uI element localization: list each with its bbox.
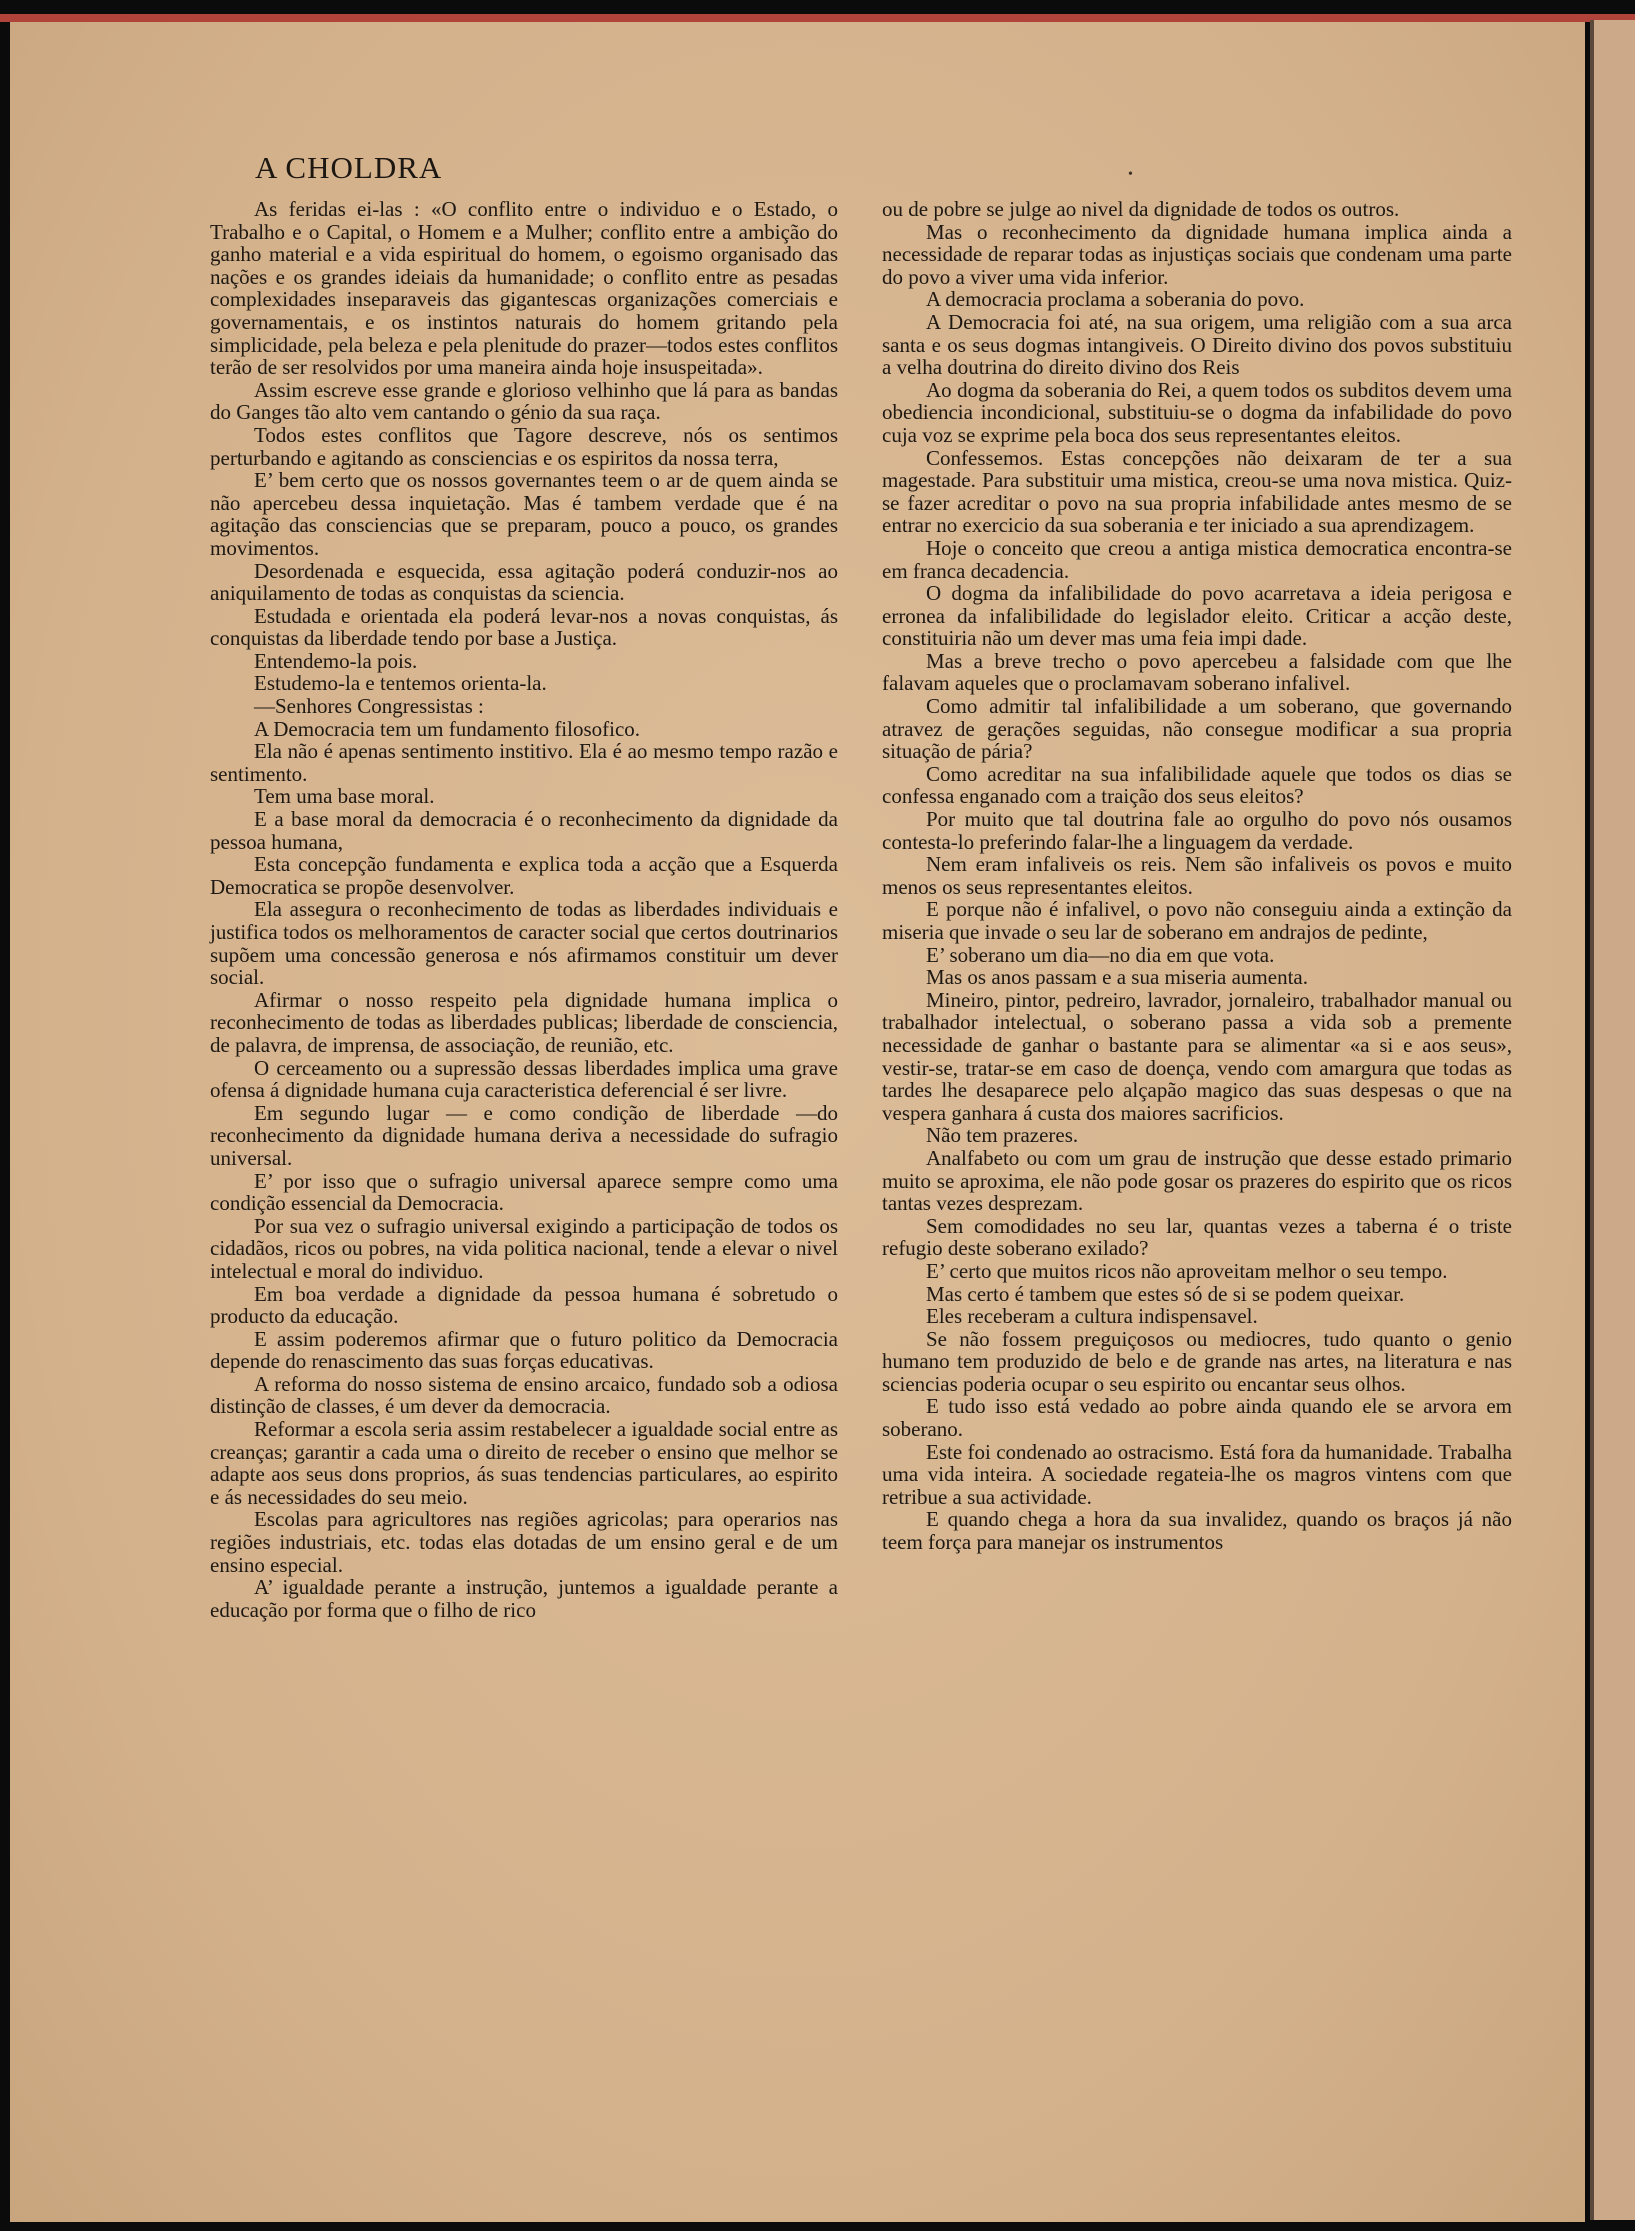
- paragraph: Mas o reconhecimento da dignidade humana implica ainda a necessidade de reparar todas as injustiças sociais que condenam uma parte do povo a viver uma vida inferior.: [882, 219, 1512, 289]
- paragraph: Estudemo-la e tentemos orienta-la.: [254, 671, 547, 696]
- paragraph: Em boa verdade a dignidade da pessoa humana é sobretudo o producto da educação.: [210, 1281, 838, 1329]
- paragraph: Mas certo é tambem que estes só de si se podem queixar.: [926, 1281, 1405, 1306]
- paragraph: O dogma da infalibilidade do povo acarretava a ideia perigosa e erronea da infalibilidade do legislador eleito. Criticar a acção deste, constituiria não um dever mas uma feia impi dade.: [882, 581, 1512, 651]
- paragraph: Ela assegura o reconhecimento de todas as liberdades individuais e justifica todos os melhoramentos de caracter social que certos doutrinarios supõem uma concessão generosa e nós afirmamos constituir um dever social.: [210, 897, 838, 990]
- paragraph: Analfabeto ou com um grau de instrução que desse estado primario muito se aproxima, ele não pode gosar os prazeres do espirito que os ricos tantas vezes desprezam.: [882, 1145, 1512, 1216]
- next-page-edge: [1590, 20, 1635, 2220]
- paragraph: Mineiro, pintor, pedreiro, lavrador, jornaleiro, trabalhador manual ou trabalhador intelectual, o soberano passa a vida sob a premente necessidade de ganhar o bastante para se alimentar «a si e aos seus», vestir-se, tratar-se em caso de doença, vendo com amargura que todas as tardes lhe desaparece pelo alçapão magico das suas despesas o que na vespera ganhara á custa dos maiores sacrificios.: [882, 987, 1512, 1125]
- left-column: [210, 198, 838, 1621]
- paragraph: As feridas ei-las : «O conflito entre o individuo e o Estado, o Trabalho e o Capital, o Homem e a Mulher; conflito entre a ambição do ganho material e a vida espiritual do homem, o egoismo organisado das nações e os grandes ideiais da humanidade; o conflito entre as pesadas complexidades inseparaveis das gigantescas organizações comerciais e governamentais, e os instintos naturais do homem gritando pela simplicidade, pela beleza e pela plenitude do prazer—todos estes conflitos terão de ser resolvidos por uma maneira ainda hoje insuspeitada».: [210, 197, 838, 380]
- paragraph: Confessemos. Estas concepções não deixaram de ter a sua magestade. Para substituir uma mistica, creou-se uma nova mistica. Quiz-se fazer acreditar o povo na sua propria infabilidade antes mesmo de se entrar no exercicio da sua soberania e ter iniciado a sua aprendizagem.: [882, 445, 1512, 538]
- paragraph: A Democracia foi até, na sua origem, uma religião com a sua arca santa e os seus dogmas intangiveis. O Direito divino dos povos substituiu a velha doutrina do direito divino dos Reis: [882, 309, 1512, 380]
- paragraph: Ao dogma da soberania do Rei, a quem todos os subditos devem uma obediencia incondicional, substituiu-se o dogma da infabilidade do povo cuja voz se exprime pela boca dos seus representantes eleitos.: [882, 377, 1512, 447]
- paragraph: Esta concepção fundamenta e explica toda a acção que a Esquerda Democratica se propõe desenvolver.: [210, 852, 838, 899]
- paragraph: A reforma do nosso sistema de ensino arcaico, fundado sob a odiosa distinção de classes, é um dever da democracia.: [210, 1371, 838, 1419]
- paragraph: Por muito que tal doutrina fale ao orgulho do povo nós ousamos contesta-lo preferindo falar-lhe a linguagem da verdade.: [882, 807, 1512, 854]
- paragraph: Reformar a escola seria assim restabelecer a igualdade social entre as creanças; garantir a cada uma o direito de receber o ensino que melhor se adapte aos seus dons proprios, ás suas tendencias particulares, ao espirito e ás necessidades do seu meio.: [210, 1417, 838, 1509]
- paragraph: Sem comodidades no seu lar, quantas vezes a taberna é o triste refugio deste soberano exilado?: [882, 1213, 1512, 1261]
- paragraph: Afirmar o nosso respeito pela dignidade humana implica o reconhecimento de todas as liberdades publicas; liberdade de consciencia, de palavra, de imprensa, de associação, de reunião, etc.: [210, 987, 838, 1057]
- paragraph: Todos estes conflitos que Tagore descreve, nós os sentimos perturbando e agitando as consciencias e os espiritos da nossa terra,: [210, 422, 838, 470]
- paragraph: Em segundo lugar — e como condição de liberdade —do reconhecimento da dignidade humana deriva a necessidade do sufragio universal.: [210, 1100, 838, 1170]
- paragraph: Como acreditar na sua infalibilidade aquele que todos os dias se confessa enganado com a traição dos seus eleitos?: [882, 761, 1512, 809]
- right-column: [882, 198, 1512, 1554]
- paragraph: Este foi condenado ao ostracismo. Está fora da humanidade. Trabalha uma vida inteira. A sociedade regateia-lhe os magros vintens com que retribue a sua actividade.: [882, 1439, 1512, 1509]
- page-title: A CHOLDRA: [255, 150, 443, 185]
- paragraph: E quando chega a hora da sua invalidez, quando os braços já não teem força para manejar os instrumentos: [882, 1507, 1512, 1555]
- paragraph: E tudo isso está vedado ao pobre ainda quando ele se arvora em soberano.: [882, 1394, 1512, 1442]
- newspaper-page: [10, 22, 1585, 2222]
- paragraph: A’ igualdade perante a instrução, juntemos a igualdade perante a educação por forma que o filho de rico: [210, 1575, 838, 1622]
- paragraph: E porque não é infalivel, o povo não conseguiu ainda a extinção da miseria que invade o seu lar de soberano em andrajos de pedinte,: [882, 897, 1512, 944]
- paragraph-continuation: ou de pobre se julge ao nivel da dignidade de todos os outros.: [882, 197, 1400, 221]
- paragraph: Desordenada e esquecida, essa agitação poderá conduzir-nos ao aniquilamento de todas as conquistas da sciencia.: [210, 558, 838, 606]
- paragraph: Como admitir tal infalibilidade a um soberano, que governando atravez de gerações seguidas, não consegue modificar a sua propria situação de pária?: [882, 694, 1512, 764]
- paragraph: Se não fossem preguiçosos ou mediocres, tudo quanto o genio humano tem produzido de belo e de grande nas artes, na literatura e nas sciencias poderia ocupar o seu espirito ou encantar seus olhos.: [882, 1326, 1512, 1396]
- paragraph: E’ certo que muitos ricos não aproveitam melhor o seu tempo.: [926, 1258, 1448, 1283]
- paragraph: Mas a breve trecho o povo apercebeu a falsidade com que lhe falavam aqueles que o proclamavam soberano infalivel.: [882, 648, 1512, 696]
- paragraph: E’ soberano um dia—no dia em que vota.: [926, 942, 1275, 967]
- paragraph: Escolas para agricultores nas regiões agricolas; para operarios nas regiões industriais, etc. todas elas dotadas de um ensino geral e de um ensino especial.: [210, 1507, 838, 1577]
- paragraph: E assim poderemos afirmar que o futuro politico da Democracia depende do renascimento das suas forças educativas.: [210, 1326, 838, 1374]
- paragraph: E a base moral da democracia é o reconhecimento da dignidade da pessoa humana,: [210, 807, 838, 854]
- paragraph: Estudada e orientada ela poderá levar-nos a novas conquistas, ás conquistas da liberdade tendo por base a Justiça.: [210, 603, 838, 651]
- page-mark: •: [1128, 167, 1133, 182]
- paragraph: E’ bem certo que os nossos governantes teem o ar de quem ainda se não apercebeu dessa inquietação. Mas é tambem verdade que é na agitação das consciencias que se preparam, pouco a pouco, os grandes movimentos.: [210, 468, 838, 560]
- paragraph: Nem eram infaliveis os reis. Nem são infaliveis os povos e muito menos os seus representantes eleitos.: [882, 852, 1512, 899]
- paragraph: Não tem prazeres.: [926, 1123, 1079, 1148]
- red-page-edge: [0, 14, 1635, 22]
- paragraph: A Democracia tem um fundamento filosofico.: [254, 716, 641, 741]
- paragraph: Ela não é apenas sentimento institivo. Ela é ao mesmo tempo razão e sentimento.: [210, 739, 838, 786]
- paragraph: A democracia proclama a soberania do povo.: [926, 287, 1305, 312]
- paragraph: —Senhores Congressistas :: [254, 694, 484, 719]
- paragraph: E’ por isso que o sufragio universal aparece sempre como uma condição essencial da Democracia.: [210, 1168, 838, 1216]
- paragraph: Entendemo-la pois.: [254, 648, 418, 673]
- paragraph: Eles receberam a cultura indispensavel.: [926, 1304, 1258, 1329]
- paragraph: Mas os anos passam e a sua miseria aumenta.: [926, 965, 1308, 990]
- paragraph: Por sua vez o sufragio universal exigindo a participação de todos os cidadãos, ricos ou pobres, na vida politica nacional, tende a elevar o nivel intelectual e moral do individuo.: [210, 1213, 838, 1283]
- paragraph: O cerceamento ou a supressão dessas liberdades implica uma grave ofensa á dignidade humana cuja caracteristica deferencial é ser livre.: [210, 1055, 838, 1103]
- paragraph: Hoje o conceito que creou a antiga mistica democratica encontra-se em franca decadencia.: [882, 535, 1512, 583]
- paragraph: Tem uma base moral.: [254, 784, 435, 809]
- paragraph: Assim escreve esse grande e glorioso velhinho que lá para as bandas do Ganges tão alto vem cantando o génio da sua raça.: [210, 377, 838, 425]
